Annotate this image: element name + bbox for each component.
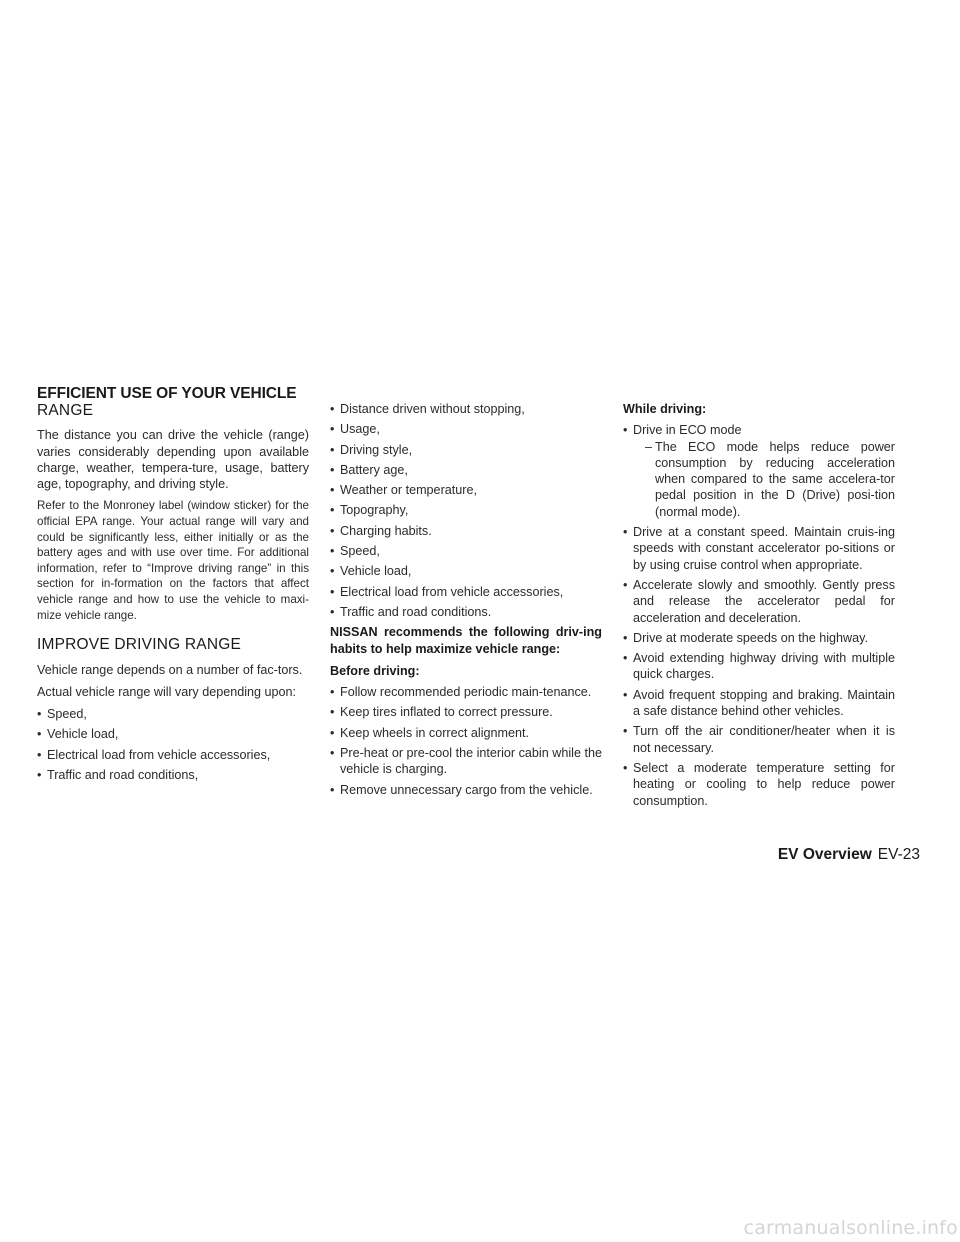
list-item: • Avoid frequent stopping and braking. Maintain a safe distance behind other vehicles.: [623, 687, 895, 720]
watermark: carmanualsonline.info: [743, 1217, 958, 1239]
before-driving-list: [330, 684, 602, 798]
while-driving-heading: While driving:: [623, 402, 707, 416]
list-item: • Keep tires inflated to correct pressure.: [330, 704, 602, 720]
page-number: EV-23: [877, 846, 920, 863]
list-item: • Follow recommended periodic main-tenance.: [330, 684, 602, 700]
list-item: • Remove unnecessary cargo from the vehicle.: [330, 782, 602, 798]
list-item: • Usage,: [330, 421, 602, 437]
list-item: • Speed,: [330, 543, 602, 559]
footer-section-name: EV Overview: [777, 846, 872, 863]
range-paragraph-1: The distance you can drive the vehicle (range) varies considerably depending upon available charge, weather, tempera-ture, usage, battery age, topography, and driving style.: [37, 428, 309, 492]
list-item: • Topography,: [330, 502, 602, 518]
list-item: • Traffic and road conditions,: [37, 767, 309, 783]
range-paragraph-2: Refer to the Monroney label (window sticker) for the official EPA range. Your actual range will vary and could be significantly less, either initially or as the battery ages and with use over time. For additional information, refer to “Improve driving range” in this section for in-formation on the factors that affect vehicle range and how to use the vehicle to maxi-mize vehicle range.: [37, 499, 309, 622]
list-item: • Vehicle load,: [330, 563, 602, 579]
list-item: • Distance driven without stopping,: [330, 401, 602, 417]
page-footer: [778, 846, 920, 864]
range-factors-continued-list: [330, 401, 602, 620]
range-heading: RANGE: [37, 402, 94, 419]
improve-paragraph-2: Actual vehicle range will vary depending upon:: [37, 684, 297, 699]
eco-mode-item: Drive in ECO mode: [633, 423, 742, 438]
list-item: • Electrical load from vehicle accessories,: [330, 584, 602, 600]
list-item: • Driving style,: [330, 442, 602, 458]
list-item: • Select a moderate temperature setting for heating or cooling to help reduce power consumption.: [623, 760, 895, 809]
column-3: [623, 401, 895, 813]
list-item: • Weather or temperature,: [330, 482, 602, 498]
list-item: • Pre-heat or pre-cool the interior cabin while the vehicle is charging.: [330, 745, 602, 778]
list-item: – The ECO mode helps reduce power consumption by reducing acceleration when compared to the same accelera-tor pedal position in the D (Drive) posi-tion (normal mode).: [645, 439, 895, 520]
list-item: • Turn off the air conditioner/heater when it is not necessary.: [623, 723, 895, 756]
list-item: • Avoid extending highway driving with multiple quick charges.: [623, 650, 895, 683]
list-item: • Speed,: [37, 706, 309, 722]
improve-paragraph-1: Vehicle range depends on a number of fac-tors.: [37, 662, 303, 677]
section-title: EFFICIENT USE OF YOUR VEHICLE: [37, 385, 297, 402]
list-item: • Drive at moderate speeds on the highway.: [623, 630, 895, 646]
recommendation-text: NISSAN recommends the following driv-ing habits to help maximize vehicle range:: [330, 625, 602, 656]
while-driving-list: [623, 422, 895, 809]
list-item: • Keep wheels in correct alignment.: [330, 725, 602, 741]
list-item: • Drive at a constant speed. Maintain cruis-ing speeds with constant accelerator po-sitions or by using cruise control when appropriate.: [623, 524, 895, 573]
list-item: • Charging habits.: [330, 523, 602, 539]
range-factors-list: [37, 706, 309, 783]
list-item: • Battery age,: [330, 462, 602, 478]
list-item: • Accelerate slowly and smoothly. Gently press and release the accelerator pedal for acceleration and deceleration.: [623, 577, 895, 626]
column-2: [330, 401, 602, 802]
improve-heading: IMPROVE DRIVING RANGE: [37, 636, 242, 654]
before-driving-heading: Before driving:: [330, 663, 420, 678]
list-item: • Electrical load from vehicle accessories,: [37, 747, 309, 763]
list-item: [623, 422, 895, 520]
list-item: • Vehicle load,: [37, 726, 309, 742]
list-item: • Traffic and road conditions.: [330, 604, 602, 620]
column-1: [37, 403, 309, 787]
eco-mode-sublist: [633, 439, 895, 520]
